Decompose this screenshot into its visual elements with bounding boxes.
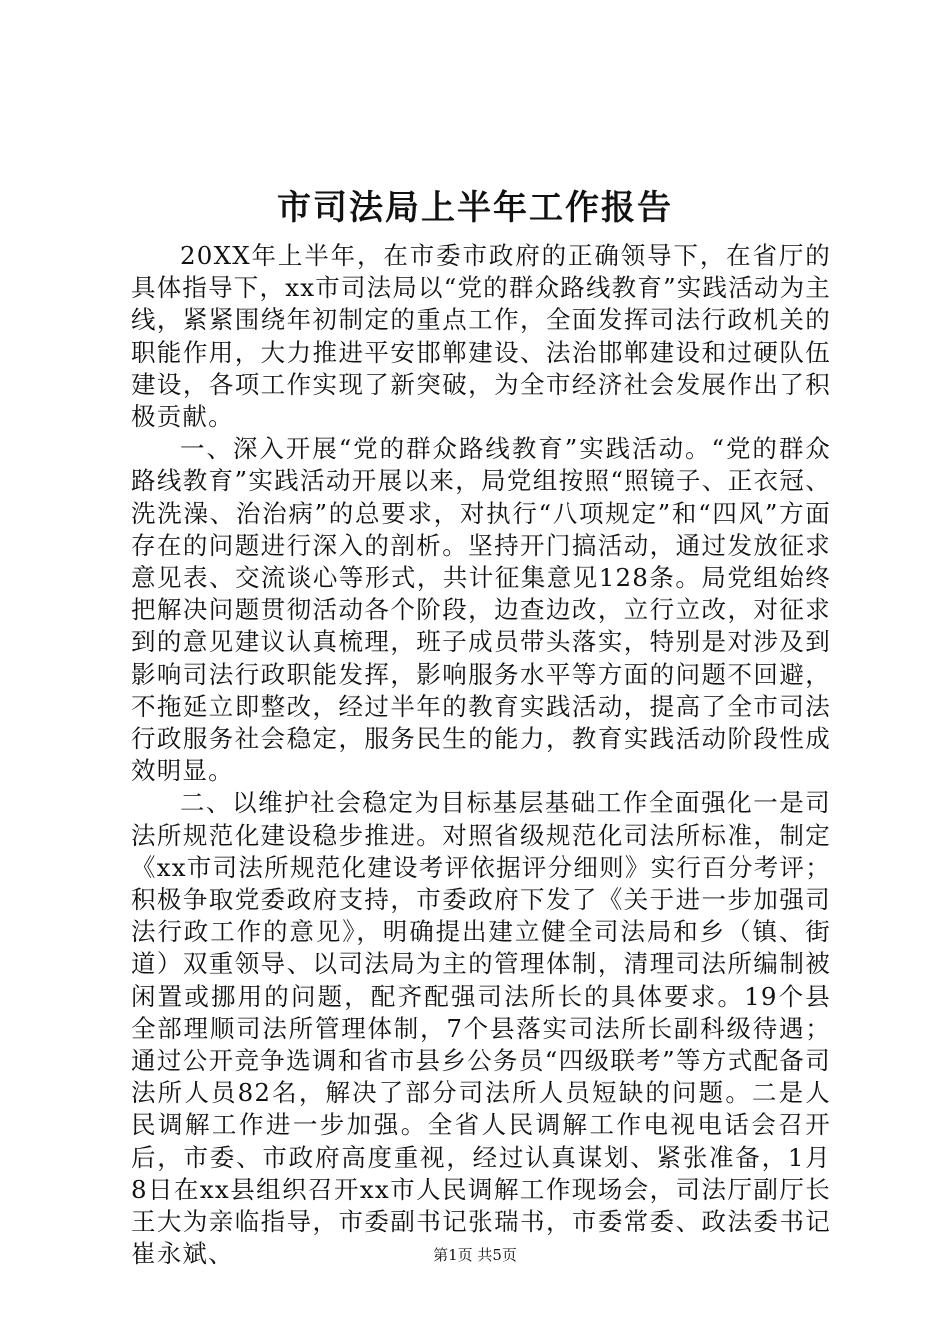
paragraph-intro: 20XX年上半年，在市委市政府的正确领导下，在省厅的具体指导下，xx市司法局以“党的群众路线教育”实践活动为主线，紧紧围绕年初制定的重点工作，全面发挥司法行政机关的职能作用，大力推进平安邯郸建设、法治邯郸建设和过硬队伍建设，各项工作实现了新突破，为全市经济社会发展作出了积极贡献。	[131, 241, 831, 432]
document-body	[131, 240, 831, 1271]
paragraph-section-1: 一、深入开展“党的群众路线教育”实践活动。“党的群众路线教育”实践活动开展以来，局党组按照“照镜子、正衣冠、洗洗澡、治治病”的总要求，对执行“八项规定”和“四风”方面存在的问题进行深入的剖析。坚持开门搞活动，通过发放征求意见表、交流谈心等形式，共计征集意见128条。局党组始终把解决问题贯彻活动各个阶段，边查边改，立行立改，对征求到的意见建议认真梳理，班子成员带头落实，特别是对涉及到影响司法行政职能发挥，影响服务水平等方面的问题不回避，不拖延立即整改，经过半年的教育实践活动，提高了全市司法行政服务社会稳定，服务民生的能力，教育实践活动阶段性成效明显。	[131, 434, 831, 786]
document-title: 市司法局上半年工作报告	[277, 188, 673, 228]
paragraph-section-2: 二、以维护社会稳定为目标基层基础工作全面强化一是司法所规范化建设稳步推进。对照省级规范化司法所标准，制定《xx市司法所规范化建设考评依据评分细则》实行百分考评；积极争取党委政府支持，市委政府下发了《关于进一步加强司法行政工作的意见》，明确提出建立健全司法局和乡（镇、街道）双重领导、以司法局为主的管理体制，清理司法所编制被闲置或挪用的问题，配齐配强司法所长的具体要求。19个县全部理顺司法所管理体制，7个县落实司法所长副科级待遇；通过公开竞争选调和省市县乡公务员“四级联考”等方式配备司法所人员82名，解决了部分司法所人员短缺的问题。二是人民调解工作进一步加强。全省人民调解工作电视电话会召开后，市委、市政府高度重视，经过认真谋划、紧张准备，1月8日在xx县组织召开xx市人民调解工作现场会，司法厅副厅长王大为亲临指导，市委副书记张瑞书，市委常委、政法委书记崔永斌、	[131, 788, 831, 1269]
page-footer: 第1页 共5页	[433, 1246, 517, 1264]
